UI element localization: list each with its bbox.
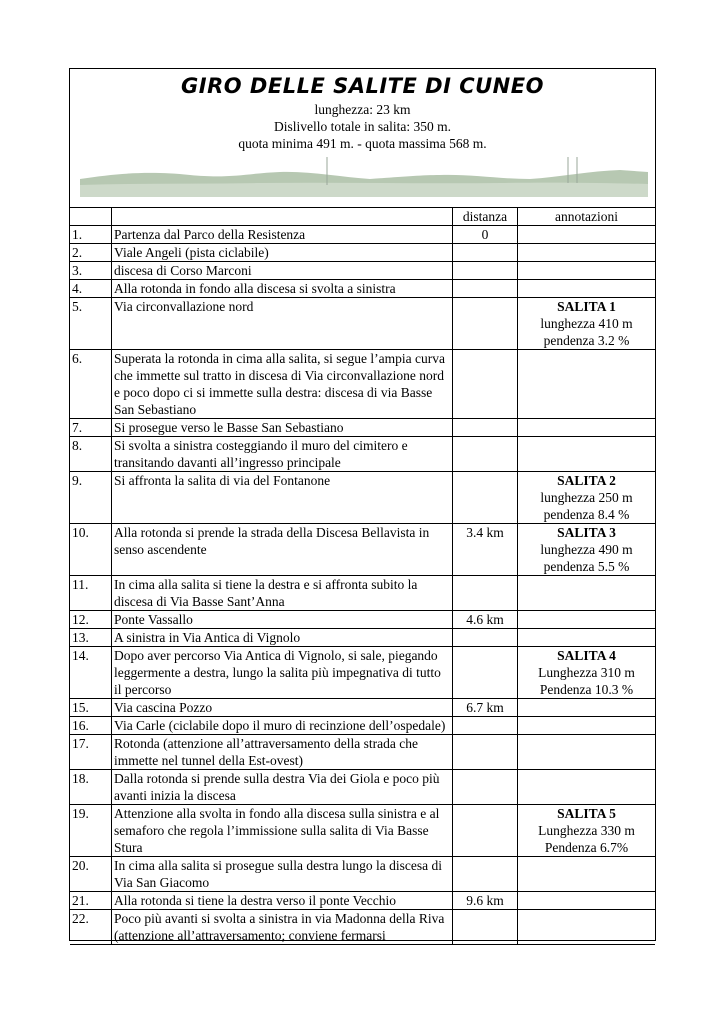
- table-row: [70, 576, 655, 611]
- table-row: [70, 735, 655, 770]
- step-number: 3.: [70, 262, 112, 280]
- step-number: 21.: [70, 892, 112, 910]
- step-notes: [518, 699, 656, 717]
- step-number: 4.: [70, 280, 112, 298]
- table-row: [70, 805, 655, 857]
- climb-title: SALITA 1: [557, 299, 616, 314]
- climb-length: Lunghezza 310 m: [538, 665, 635, 680]
- table-row: [70, 280, 655, 298]
- climb-length: lunghezza 250 m: [540, 490, 633, 505]
- step-notes: [518, 350, 656, 419]
- step-distance: [453, 770, 518, 805]
- step-number: 1.: [70, 226, 112, 244]
- climb-gradient: Pendenza 6.7%: [544, 840, 629, 855]
- climb-length: lunghezza 410 m: [540, 316, 633, 331]
- climb-gradient: pendenza 8.4 %: [543, 507, 630, 522]
- step-distance: [453, 298, 518, 350]
- table-row: [70, 647, 655, 699]
- climb-gradient: pendenza 3.2 %: [543, 333, 630, 348]
- step-description: Si prosegue verso le Basse San Sebastiano: [112, 419, 453, 437]
- step-notes: [518, 717, 656, 735]
- step-description: Via cascina Pozzo: [112, 699, 453, 717]
- step-description: Alla rotonda in fondo alla discesa si svolta a sinistra: [112, 280, 453, 298]
- climb-title: SALITA 2: [557, 473, 616, 488]
- step-notes: [518, 437, 656, 472]
- step-notes: [518, 472, 656, 524]
- document-page: [69, 68, 656, 941]
- step-description: Dopo aver percorso Via Antica di Vignolo, si sale, piegando leggermente a destra, lungo la salita più impegnativa di tutto il percorso: [112, 647, 453, 699]
- header-num-cell: [70, 208, 112, 226]
- table-row: [70, 472, 655, 524]
- step-number: 22.: [70, 910, 112, 945]
- header-desc-cell: [112, 208, 453, 226]
- step-description: Attenzione alla svolta in fondo alla discesa sulla sinistra e al semaforo che regola l’immissione sulla salita di Via Basse Stura: [112, 805, 453, 857]
- step-notes: [518, 892, 656, 910]
- table-header-row: [70, 208, 655, 226]
- table-row: [70, 857, 655, 892]
- step-description: Poco più avanti si svolta a sinistra in via Madonna della Riva (attenzione all’attraversamento; conviene fermarsi: [112, 910, 453, 945]
- step-distance: [453, 437, 518, 472]
- step-notes: [518, 735, 656, 770]
- step-number: 12.: [70, 611, 112, 629]
- step-description: Viale Angeli (pista ciclabile): [112, 244, 453, 262]
- step-description: Dalla rotonda si prende sulla destra Via dei Giola e poco più avanti inizia la discesa: [112, 770, 453, 805]
- step-distance: [453, 805, 518, 857]
- step-distance: [453, 910, 518, 945]
- step-distance: [453, 857, 518, 892]
- climb-gradient: Pendenza 10.3 %: [539, 682, 634, 697]
- climb-title: SALITA 5: [557, 806, 616, 821]
- page-title: GIRO DELLE SALITE DI CUNEO: [181, 74, 544, 98]
- step-number: 9.: [70, 472, 112, 524]
- step-distance: [453, 629, 518, 647]
- table-row: [70, 611, 655, 629]
- step-description: Alla rotonda si prende la strada della Discesa Bellavista in senso ascendente: [112, 524, 453, 576]
- step-notes: [518, 262, 656, 280]
- table-row: [70, 350, 655, 419]
- step-description: A sinistra in Via Antica di Vignolo: [112, 629, 453, 647]
- table-row: [70, 629, 655, 647]
- table-row: [70, 226, 655, 244]
- step-notes: [518, 226, 656, 244]
- step-distance: [453, 350, 518, 419]
- step-notes: [518, 419, 656, 437]
- step-distance: 3.4 km: [453, 524, 518, 576]
- step-notes: [518, 629, 656, 647]
- step-description: Si svolta a sinistra costeggiando il muro del cimitero e transitando davanti all’ingresso principale: [112, 437, 453, 472]
- table-row: [70, 892, 655, 910]
- step-distance: [453, 647, 518, 699]
- table-row: [70, 298, 655, 350]
- step-notes: [518, 524, 656, 576]
- step-description: Via circonvallazione nord: [112, 298, 453, 350]
- step-notes: [518, 244, 656, 262]
- table-row: [70, 717, 655, 735]
- step-distance: [453, 717, 518, 735]
- step-notes: [518, 611, 656, 629]
- step-distance: [453, 244, 518, 262]
- climb-title: SALITA 3: [557, 525, 616, 540]
- step-number: 19.: [70, 805, 112, 857]
- step-number: 16.: [70, 717, 112, 735]
- step-distance: 0: [453, 226, 518, 244]
- table-row: [70, 524, 655, 576]
- step-description: In cima alla salita si tiene la destra e si affronta subito la discesa di Via Basse Sant’Anna: [112, 576, 453, 611]
- step-description: In cima alla salita si prosegue sulla destra lungo la discesa di Via San Giacomo: [112, 857, 453, 892]
- step-description: Partenza dal Parco della Resistenza: [112, 226, 453, 244]
- table-row: [70, 699, 655, 717]
- table-row: [70, 244, 655, 262]
- table-row: [70, 770, 655, 805]
- elevation-profile-image: [80, 157, 648, 197]
- climb-gradient: pendenza 5.5 %: [543, 559, 630, 574]
- step-distance: [453, 419, 518, 437]
- step-description: Via Carle (ciclabile dopo il muro di recinzione dell’ospedale): [112, 717, 453, 735]
- step-distance: 4.6 km: [453, 611, 518, 629]
- step-notes: [518, 857, 656, 892]
- step-description: Alla rotonda si tiene la destra verso il ponte Vecchio: [112, 892, 453, 910]
- step-number: 10.: [70, 524, 112, 576]
- step-number: 5.: [70, 298, 112, 350]
- step-notes: [518, 647, 656, 699]
- step-number: 7.: [70, 419, 112, 437]
- table-row: [70, 262, 655, 280]
- step-number: 15.: [70, 699, 112, 717]
- step-number: 13.: [70, 629, 112, 647]
- step-distance: [453, 262, 518, 280]
- header-notes: annotazioni: [518, 208, 656, 226]
- step-number: 6.: [70, 350, 112, 419]
- step-number: 14.: [70, 647, 112, 699]
- elevation-text: Dislivello totale in salita: 350 m.: [274, 119, 451, 134]
- table-row: [70, 437, 655, 472]
- step-number: 18.: [70, 770, 112, 805]
- step-distance: 9.6 km: [453, 892, 518, 910]
- step-distance: [453, 280, 518, 298]
- table-row: [70, 910, 655, 945]
- step-description: Ponte Vassallo: [112, 611, 453, 629]
- climb-length: lunghezza 490 m: [540, 542, 633, 557]
- step-notes: [518, 298, 656, 350]
- route-table: [70, 208, 655, 945]
- step-description: Superata la rotonda in cima alla salita, si segue l’ampia curva che immette sul tratto in discesa di Via circonvallazione nord e poco dopo ci si immette sulla destra: discesa di via Basse San Sebastiano: [112, 350, 453, 419]
- step-notes: [518, 910, 656, 945]
- header-distance: distanza: [453, 208, 518, 226]
- step-distance: [453, 576, 518, 611]
- step-number: 20.: [70, 857, 112, 892]
- step-description: Rotonda (attenzione all’attraversamento della strada che immette nel tunnel della Est-ovest): [112, 735, 453, 770]
- step-description: Si affronta la salita di via del Fontanone: [112, 472, 453, 524]
- step-description: discesa di Corso Marconi: [112, 262, 453, 280]
- altitude-text: quota minima 491 m. - quota massima 568 m.: [238, 136, 487, 151]
- step-notes: [518, 805, 656, 857]
- step-notes: [518, 770, 656, 805]
- climb-title: SALITA 4: [557, 648, 616, 663]
- step-notes: [518, 280, 656, 298]
- step-notes: [518, 576, 656, 611]
- step-distance: 6.7 km: [453, 699, 518, 717]
- step-distance: [453, 735, 518, 770]
- step-distance: [453, 472, 518, 524]
- step-number: 2.: [70, 244, 112, 262]
- step-number: 17.: [70, 735, 112, 770]
- table-row: [70, 419, 655, 437]
- header-block: [70, 69, 655, 208]
- step-number: 11.: [70, 576, 112, 611]
- step-number: 8.: [70, 437, 112, 472]
- climb-length: Lunghezza 330 m: [538, 823, 635, 838]
- length-text: lunghezza: 23 km: [314, 102, 411, 117]
